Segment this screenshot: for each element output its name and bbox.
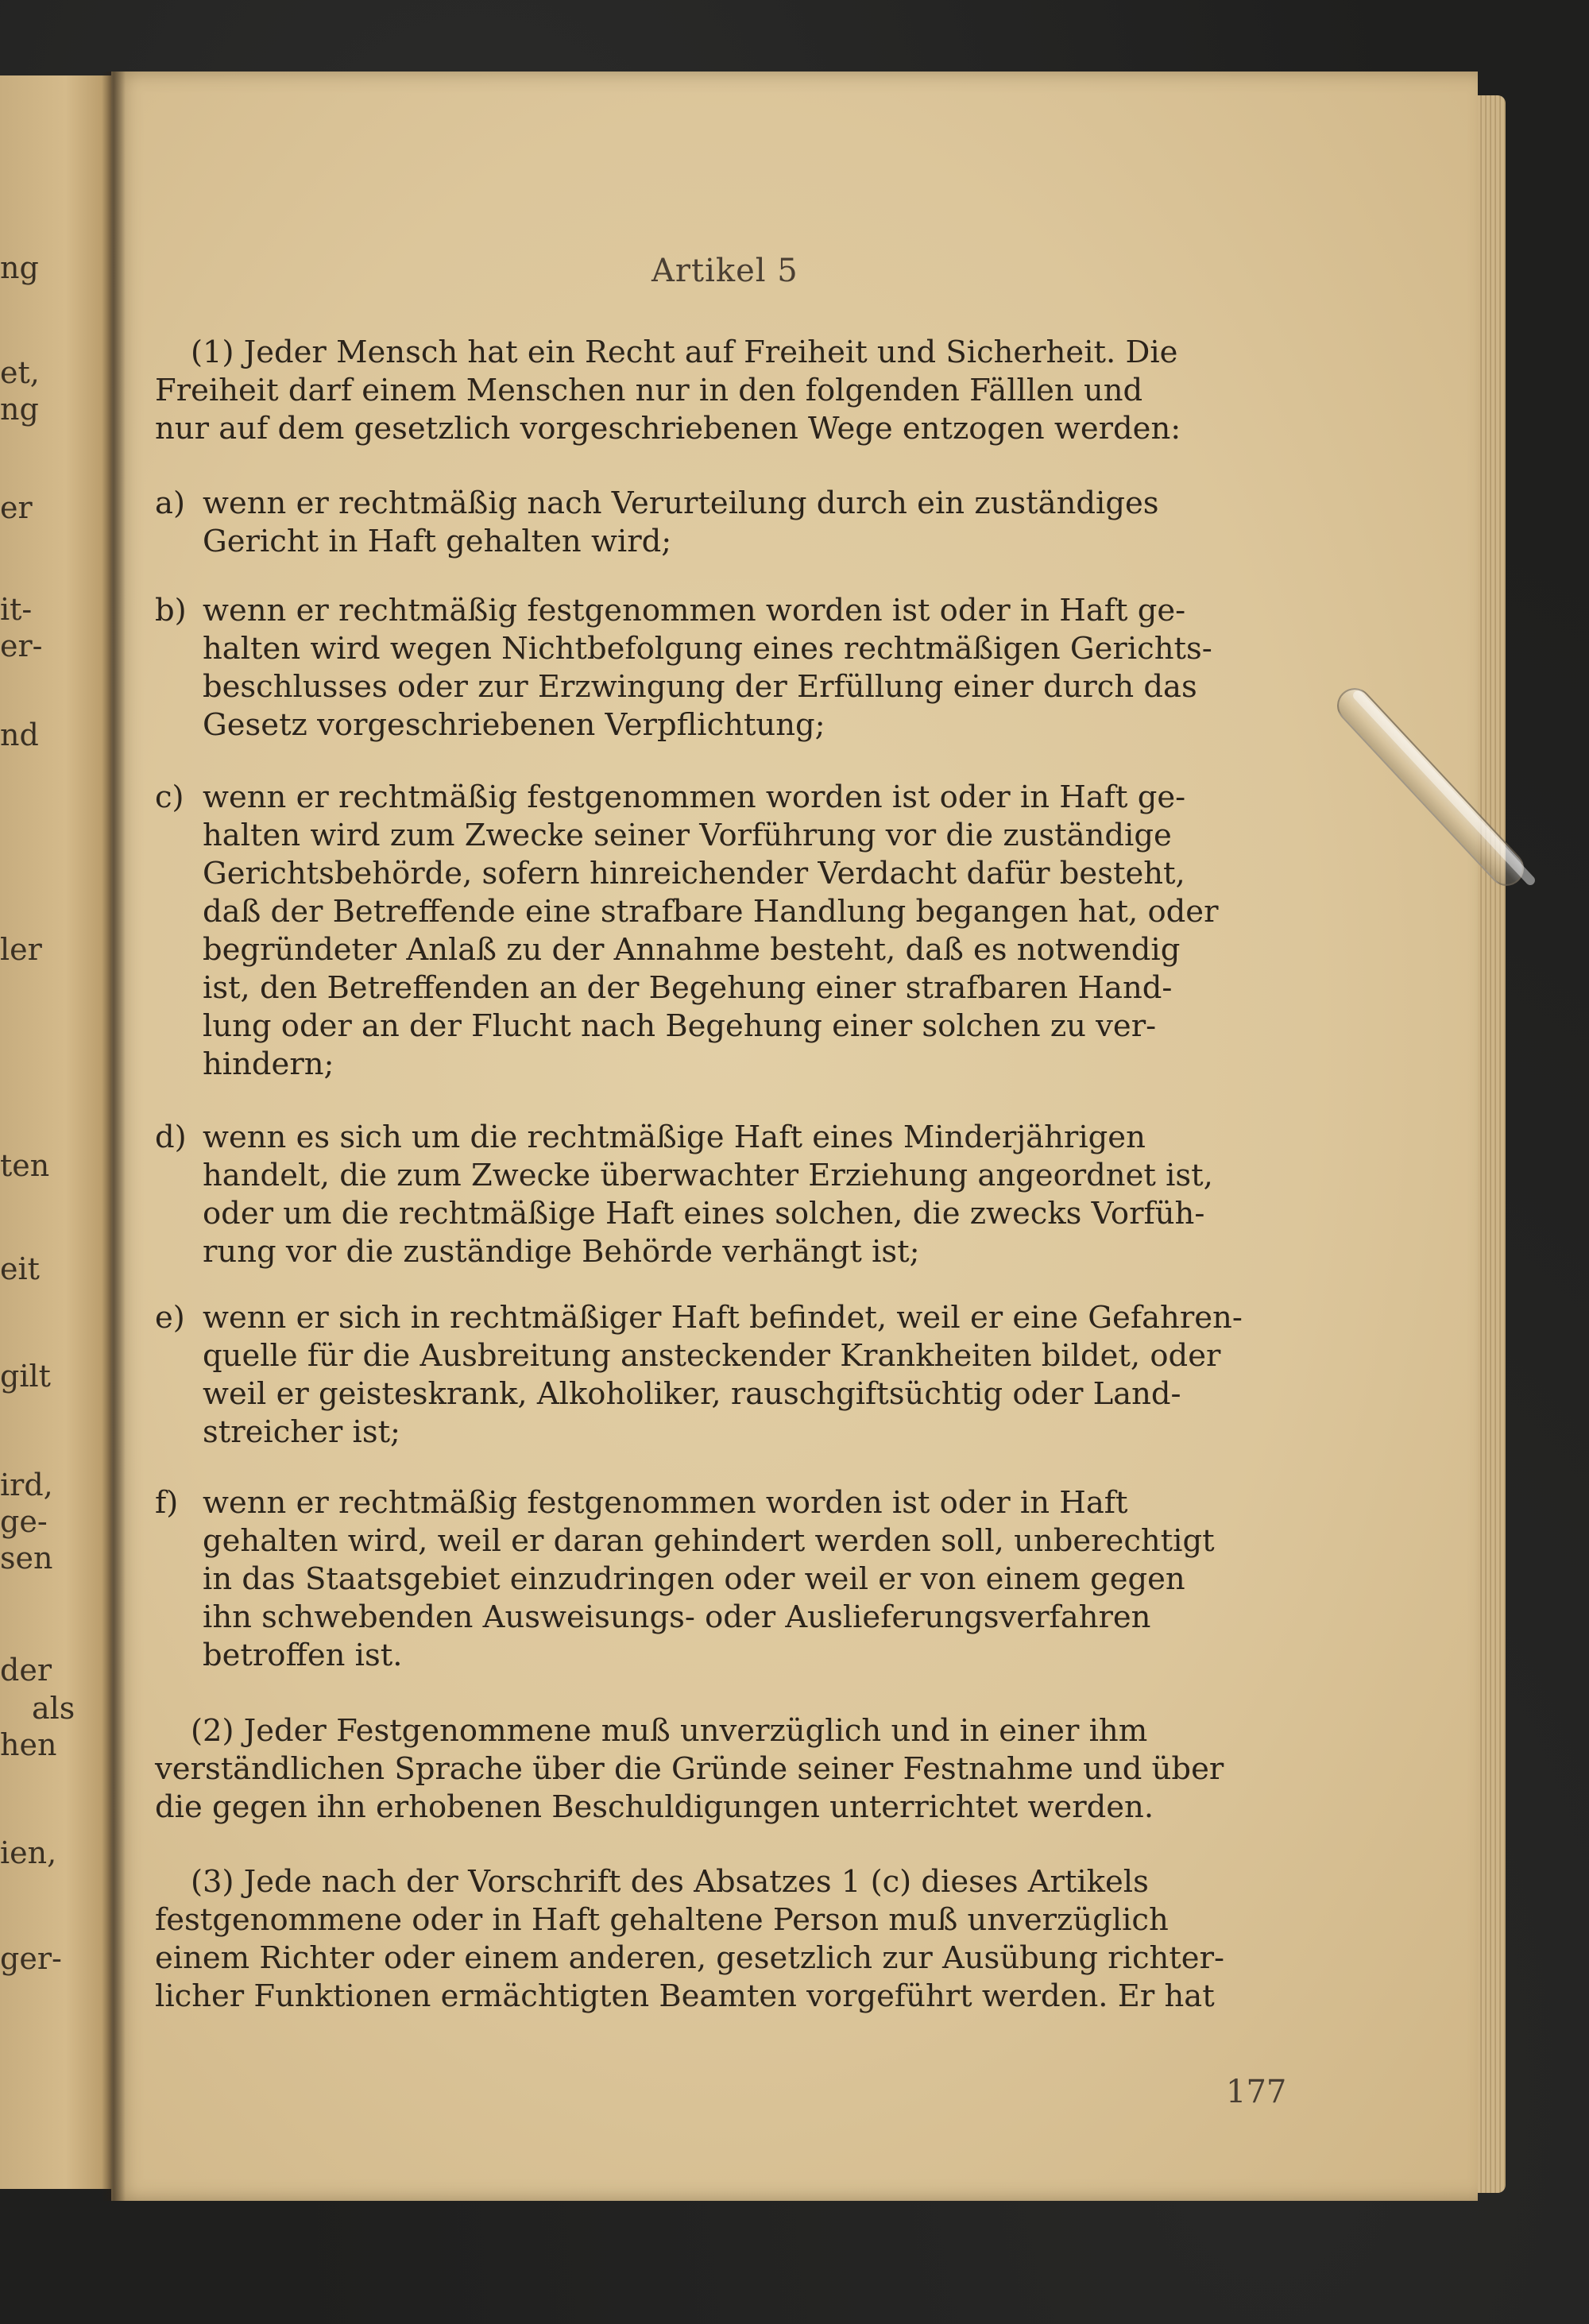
left-page-fragment: ler (0, 932, 42, 967)
list-item-b (155, 592, 1299, 744)
item-label: a) (155, 485, 185, 521)
text-line: wenn er sich in rechtmäßiger Haft befindet, weil er eine Gefahren- (203, 1300, 1243, 1336)
left-page-fragment: ten (0, 1148, 50, 1183)
text-line: wenn es sich um die rechtmäßige Haft eines Minderjährigen (203, 1119, 1146, 1155)
text-line: Gesetz vorgeschriebenen Verpflichtung; (203, 707, 825, 743)
list-item-f (155, 1484, 1299, 1675)
left-page-fragment: et, (0, 355, 40, 390)
left-page-fragment: nd (0, 717, 39, 752)
text-line: ihn schwebenden Ausweisungs- oder Auslieferungsverfahren (203, 1599, 1151, 1635)
text-line: (3) Jede nach der Vorschrift des Absatzes 1 (c) dieses Artikels (191, 1864, 1149, 1900)
text-line: festgenommene oder in Haft gehaltene Person muß unverzüglich (155, 1902, 1169, 1938)
text-line: lung oder an der Flucht nach Begehung einer solchen zu ver- (203, 1008, 1157, 1044)
text-line: gehalten wird, weil er daran gehindert werden soll, unberechtigt (203, 1523, 1215, 1559)
item-label: e) (155, 1300, 185, 1336)
text-line: ist, den Betreffenden an der Begehung einer strafbaren Hand- (203, 970, 1173, 1006)
paragraph-2 (155, 1712, 1299, 1827)
item-label: c) (155, 779, 184, 815)
left-page-fragment: sen (0, 1541, 53, 1576)
text-line: beschlusses oder zur Erzwingung der Erfüllung einer durch das (203, 669, 1197, 705)
list-item-e (155, 1299, 1299, 1452)
list-item-d (155, 1119, 1299, 1271)
text-line: halten wird wegen Nichtbefolgung eines rechtmäßigen Gerichts- (203, 631, 1212, 667)
text-line: handelt, die zum Zwecke überwachter Erziehung angeordnet ist, (203, 1158, 1213, 1193)
item-label: f) (155, 1485, 179, 1521)
text-line: Gericht in Haft gehalten wird; (203, 524, 672, 559)
text-line: oder um die rechtmäßige Haft eines solchen, die zwecks Vorfüh- (203, 1196, 1205, 1232)
text-line: betroffen ist. (203, 1638, 403, 1673)
left-page-fragment: ird, (0, 1467, 53, 1502)
left-page-fragment: ien, (0, 1835, 57, 1870)
left-page-fragment: er (0, 490, 33, 525)
left-page-fragment: als (32, 1691, 75, 1726)
article-heading: Artikel 5 (651, 253, 798, 289)
item-label: b) (155, 593, 187, 628)
text-line: begründeter Anlaß zu der Annahme besteht, daß es notwendig (203, 932, 1181, 968)
left-page-fragment: der (0, 1653, 52, 1688)
text-line: licher Funktionen ermächtigten Beamten vorgeführt werden. Er hat (155, 1978, 1215, 2014)
text-line: in das Staatsgebiet einzudringen oder weil er von einem gegen (203, 1561, 1185, 1597)
text-line: streicher ist; (203, 1414, 401, 1450)
paragraph-1 (155, 334, 1299, 448)
left-page-fragment: ng (0, 392, 39, 427)
text-line: (1) Jeder Mensch hat ein Recht auf Freiheit und Sicherheit. Die (191, 334, 1178, 370)
text-line: nur auf dem gesetzlich vorgeschriebenen Wege entzogen werden: (155, 411, 1181, 447)
left-page-fragment: er- (0, 628, 43, 663)
text-line: einem Richter oder einem anderen, gesetzlich zur Ausübung richter- (155, 1940, 1224, 1976)
text-line: Freiheit darf einem Menschen nur in den folgenden Fälllen und (155, 373, 1143, 408)
text-line: quelle für die Ausbreitung ansteckender Krankheiten bildet, oder (203, 1338, 1221, 1374)
text-line: halten wird zum Zwecke seiner Vorführung vor die zuständige (203, 818, 1172, 853)
text-line: wenn er rechtmäßig nach Verurteilung durch ein zuständiges (203, 485, 1159, 521)
text-line: Gerichtsbehörde, sofern hinreichender Verdacht dafür besteht, (203, 856, 1185, 891)
left-page-fragment: hen (0, 1727, 57, 1762)
left-page-fragment: ng (0, 250, 39, 285)
left-page-fragment: gilt (0, 1359, 51, 1394)
left-page-fragment: ge- (0, 1504, 48, 1539)
text-line: die gegen ihn erhobenen Beschuldigungen unterrichtet werden. (155, 1789, 1154, 1825)
text-line: hindern; (203, 1046, 334, 1082)
page-number: 177 (1226, 2074, 1287, 2110)
left-page-fragment: it- (0, 592, 33, 627)
item-label: d) (155, 1119, 187, 1155)
list-item-a (155, 485, 1299, 561)
text-line: wenn er rechtmäßig festgenommen worden ist oder in Haft (203, 1485, 1128, 1521)
text-line: wenn er rechtmäßig festgenommen worden ist oder in Haft ge- (203, 779, 1186, 815)
left-page-fragment: ger- (0, 1941, 62, 1976)
text-line: (2) Jeder Festgenommene muß unverzüglich und in einer ihm (191, 1713, 1148, 1749)
paragraph-3 (155, 1863, 1299, 2016)
left-page-fragment: eit (0, 1251, 40, 1286)
text-line: daß der Betreffende eine strafbare Handlung begangen hat, oder (203, 894, 1219, 930)
spine-shadow (102, 72, 126, 2201)
text-line: weil er geisteskrank, Alkoholiker, rauschgiftsüchtig oder Land- (203, 1376, 1181, 1412)
text-line: wenn er rechtmäßig festgenommen worden ist oder in Haft ge- (203, 593, 1186, 628)
list-item-c (155, 779, 1299, 1084)
text-line: rung vor die zuständige Behörde verhängt ist; (203, 1234, 920, 1270)
text-line: verständlichen Sprache über die Gründe seiner Festnahme und über (155, 1751, 1224, 1787)
